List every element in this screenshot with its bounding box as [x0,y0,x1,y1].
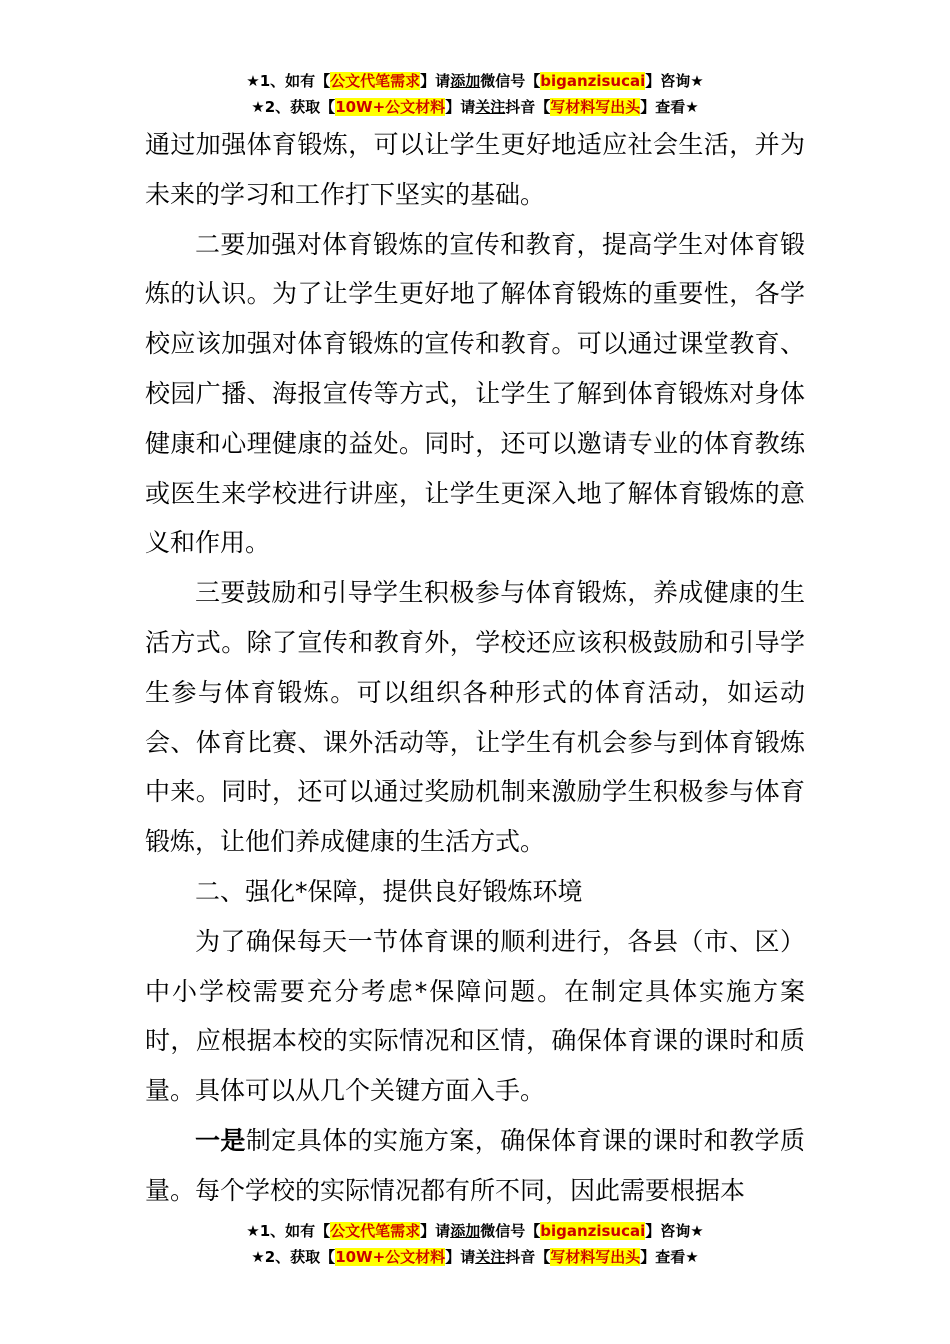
highlight-writing-service: 公文代笔需求 [330,72,421,90]
first-point-text: 制定具体的实施方案，确保体育课的课时和教学质量。每个学校的实际情况都有所不同，因此需要根据本 [145,1125,805,1205]
highlight-materials: 10W+公文材料 [335,1248,446,1266]
underlined-add: 添加 [450,1222,481,1240]
header-banner [0,68,950,120]
header-line-2: ★2、获取【10W+公文材料】请关注抖音【写材料写出头】查看★ [251,98,699,116]
footer-banner [0,1218,950,1270]
underlined-follow: 关注 [475,1248,506,1266]
paragraph-publicity: 二要加强对体育锻炼的宣传和教育，提高学生对体育锻炼的认识。为了让学生更好地了解体育锻炼的重要性，各学校应该加强对体育锻炼的宣传和教育。可以通过课堂教育、校园广播、海报宣传等方式，让学生了解到体育锻炼对身体健康和心理健康的益处。同时，还可以邀请专业的体育教练或医生来学校进行讲座，让学生更深入地了解体育锻炼的意义和作用。 [145,229,805,558]
header-line-1: ★1、如有【公文代笔需求】请添加微信号【biganzisucai】咨询★ [246,72,704,90]
document-body [145,120,805,1216]
paragraph-encourage: 三要鼓励和引导学生积极参与体育锻炼，养成健康的生活方式。除了宣传和教育外，学校还应该积极鼓励和引导学生参与体育锻炼。可以组织各种形式的体育活动，如运动会、体育比赛、课外活动等，让学生有机会参与到体育锻炼中来。同时，还可以通过奖励机制来激励学生积极参与体育锻炼，让他们养成健康的生活方式。 [145,578,805,857]
footer-line-2: ★2、获取【10W+公文材料】请关注抖音【写材料写出头】查看★ [251,1248,699,1266]
paragraph-assurance: 为了确保每天一节体育课的顺利进行，各县（市、区）中小学校需要充分考虑*保障问题。在制定具体实施方案时，应根据本校的实际情况和区情，确保体育课的课时和质量。具体可以从几个关键方面入手。 [145,926,805,1106]
section-heading: 二、强化*保障，提供良好锻炼环境 [195,876,583,906]
first-point-lead: 一是 [195,1125,246,1155]
highlight-douyin-account: 写材料写出头 [550,1248,641,1266]
underlined-add: 添加 [450,72,481,90]
underlined-follow: 关注 [475,98,506,116]
highlight-douyin-account: 写材料写出头 [550,98,641,116]
paragraph-continuation: 通过加强体育锻炼，可以让学生更好地适应社会生活，并为未来的学习和工作打下坚实的基础。 [145,130,805,209]
footer-line-1: ★1、如有【公文代笔需求】请添加微信号【biganzisucai】咨询★ [246,1222,704,1240]
highlight-wechat-id: biganzisucai [540,1222,646,1240]
highlight-materials: 10W+公文材料 [335,98,446,116]
paragraph-first-point [145,1116,805,1216]
highlight-wechat-id: biganzisucai [540,72,646,90]
highlight-writing-service: 公文代笔需求 [330,1222,421,1240]
